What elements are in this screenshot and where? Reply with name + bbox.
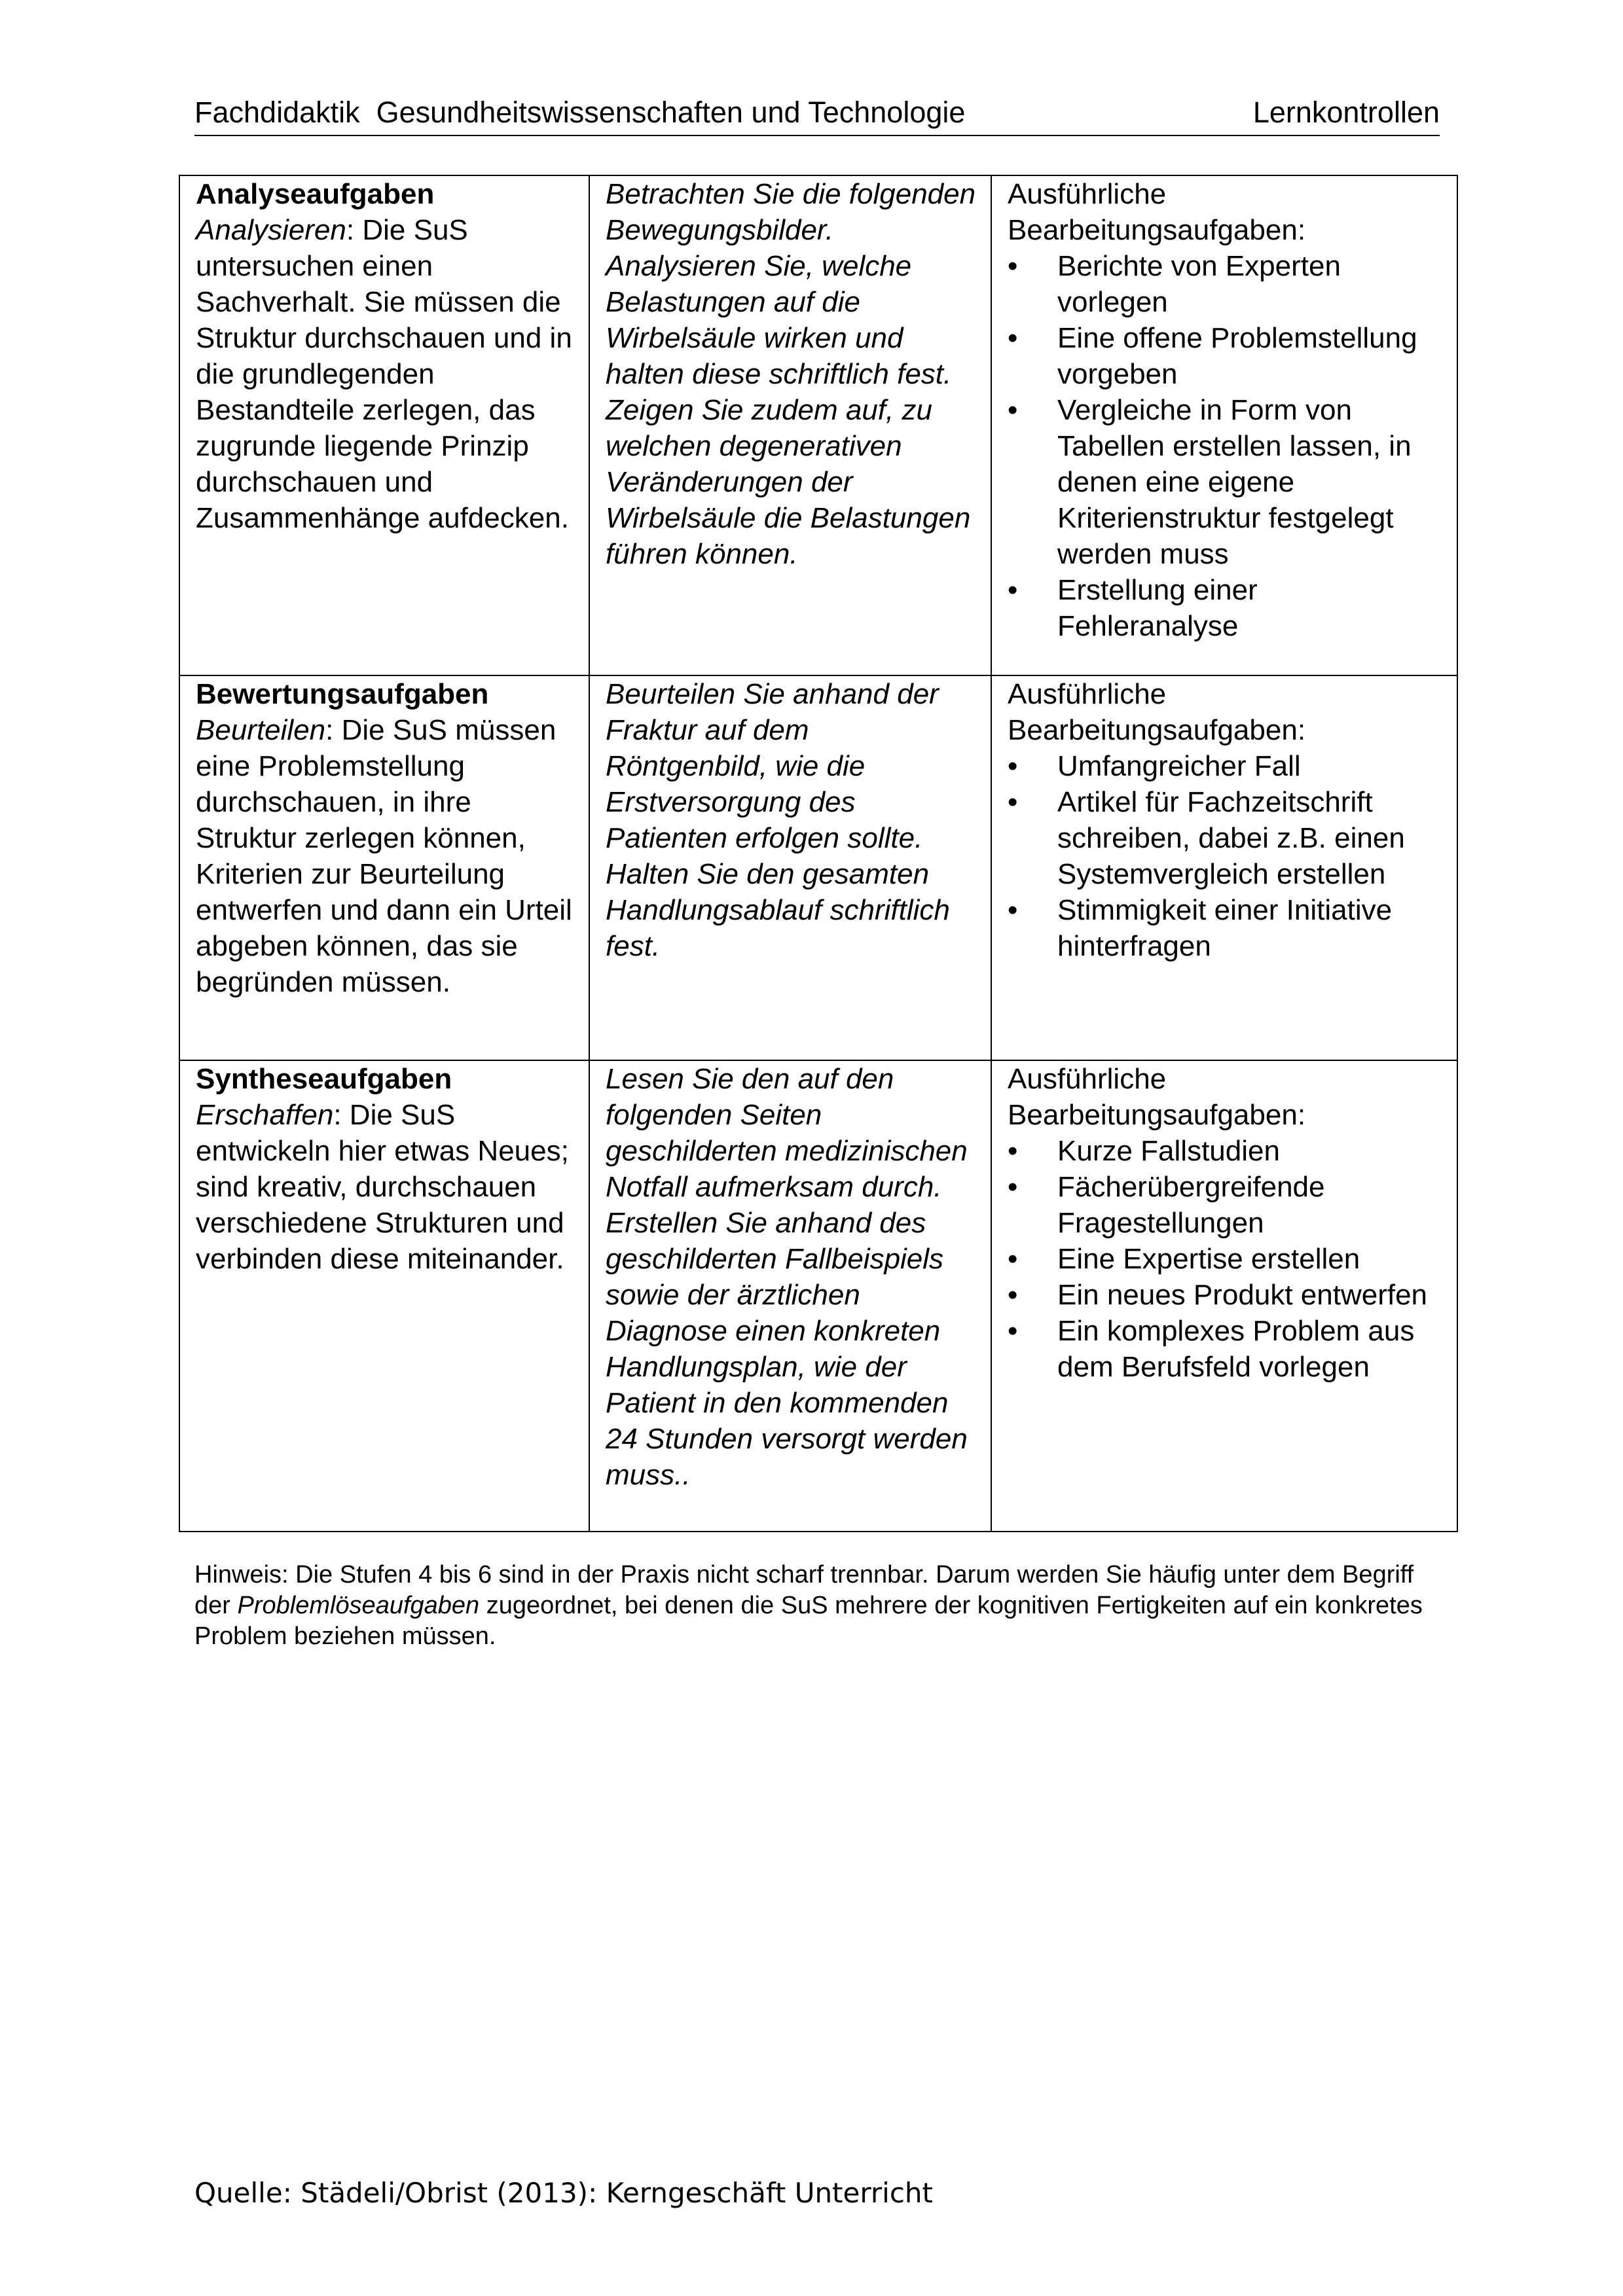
note-text: Hinweis: Die Stufen 4 bis 6 sind in der Praxis nicht scharf trennbar. Darum werden Sie häufig unter dem Begriff der: [194, 1561, 1414, 1619]
list-item-text: Eine Expertise erstellen: [1057, 1243, 1360, 1275]
bullet-icon: •: [1008, 1315, 1018, 1347]
tasks-list: [1008, 1133, 1444, 1385]
level-cell: [179, 175, 589, 675]
tasks-cell: [991, 1060, 1457, 1532]
list-item-text: Eine offene Problemstellung vorgeben: [1057, 322, 1417, 390]
list-item-text: Ein komplexes Problem aus dem Berufsfeld vorlegen: [1057, 1315, 1415, 1383]
level-cell: [179, 675, 589, 1060]
list-item: [1008, 892, 1444, 964]
tasks-intro: Ausführliche Bearbeitungsaufgaben:: [1008, 1063, 1306, 1131]
level-title: Bewertungsaufgaben: [196, 678, 489, 710]
tasks-cell: [991, 175, 1457, 675]
bullet-icon: •: [1008, 394, 1018, 426]
list-item: [1008, 748, 1444, 784]
list-item-text: Umfangreicher Fall: [1057, 750, 1301, 782]
example-task-text: Beurteilen Sie anhand der Fraktur auf dem Röntgenbild, wie die Erstversorgung des Patienten erfolgen sollte. Halten Sie den gesamten Handlungsablauf schriftlich fest.: [606, 678, 950, 962]
list-item: [1008, 1169, 1444, 1241]
note-emphasis: Problemlöseaufgaben: [237, 1592, 480, 1619]
level-cell: [179, 1060, 589, 1532]
level-description: : Die SuS entwickeln hier etwas Neues; sind kreativ, durchschauen verschiedene Strukturen und verbinden diese miteinander.: [196, 1099, 569, 1275]
list-item-text: Erstellung einer Fehleranalyse: [1057, 574, 1258, 642]
bullet-icon: •: [1008, 574, 1018, 606]
table-row: [179, 675, 1457, 1060]
example-cell: [589, 1060, 991, 1532]
task-types-table: [179, 175, 1458, 1532]
list-item: [1008, 392, 1444, 572]
tasks-list: [1008, 248, 1444, 644]
list-item: [1008, 1313, 1444, 1385]
list-item-text: Stimmigkeit einer Initiative hinterfragen: [1057, 894, 1393, 962]
table-row: [179, 1060, 1457, 1532]
example-task-text: Lesen Sie den auf den folgenden Seiten geschilderten medizinischen Notfall aufmerksam durch. Erstellen Sie anhand des geschilderten Fallbeispiels sowie der ärztlichen Diagnose einen konkreten Handlungsplan, wie der Patient in den kommenden 24 Stunden versorgt werden muss..: [606, 1063, 968, 1491]
header-section: Lernkontrollen: [1252, 96, 1440, 129]
list-item-text: Fächerübergreifende Fragestellungen: [1057, 1171, 1325, 1239]
level-description: : Die SuS müssen eine Problemstellung durchschauen, in ihre Struktur zerlegen können, Kriterien zur Beurteilung entwerfen und dann ein Urteil abgeben können, das sie begründen müssen.: [196, 714, 572, 998]
tasks-list: [1008, 748, 1444, 964]
level-verb: Beurteilen: [196, 714, 326, 746]
tasks-intro: Ausführliche Bearbeitungsaufgaben:: [1008, 678, 1306, 746]
list-item-text: Artikel für Fachzeitschrift schreiben, dabei z.B. einen Systemvergleich erstellen: [1057, 786, 1405, 890]
bullet-icon: •: [1008, 1171, 1018, 1203]
list-item: [1008, 320, 1444, 392]
header-title: Fachdidaktik Gesundheitswissenschaften und Technologie: [194, 96, 966, 129]
note-text-end: zugeordnet, bei denen die SuS mehrere der kognitiven Fertigkeiten auf ein konkretes Problem beziehen müssen.: [194, 1592, 1423, 1650]
level-description: : Die SuS untersuchen einen Sachverhalt. Sie müssen die Struktur durchschauen und in die grundlegenden Bestandteile zerlegen, das zugrunde liegende Prinzip durchschauen und Zusammenhänge aufdecken.: [196, 214, 572, 534]
list-item: [1008, 572, 1444, 644]
bullet-icon: •: [1008, 786, 1018, 818]
list-item: [1008, 1133, 1444, 1169]
list-item-text: Vergleiche in Form von Tabellen erstellen lassen, in denen eine eigene Kriterienstruktur festgelegt werden muss: [1057, 394, 1412, 570]
list-item: [1008, 1241, 1444, 1277]
list-item-text: Berichte von Experten vorlegen: [1057, 250, 1341, 318]
bullet-icon: •: [1008, 250, 1018, 282]
list-item: [1008, 248, 1444, 320]
example-task-text: Betrachten Sie die folgenden Bewegungsbilder. Analysieren Sie, welche Belastungen auf die Wirbelsäule wirken und halten diese schriftlich fest. Zeigen Sie zudem auf, zu welchen degenerativen Veränderungen der Wirbelsäule die Belastungen führen können.: [606, 178, 976, 570]
tasks-intro: Ausführliche Bearbeitungsaufgaben:: [1008, 178, 1306, 246]
table-row: [179, 175, 1457, 675]
bullet-icon: •: [1008, 322, 1018, 354]
list-item-text: Kurze Fallstudien: [1057, 1135, 1280, 1167]
bullet-icon: •: [1008, 1135, 1018, 1167]
bullet-icon: •: [1008, 1243, 1018, 1275]
level-verb: Analysieren: [196, 214, 346, 246]
list-item-text: Ein neues Produkt entwerfen: [1057, 1279, 1428, 1311]
list-item: [1008, 784, 1444, 892]
bullet-icon: •: [1008, 894, 1018, 926]
bullet-icon: •: [1008, 1279, 1018, 1311]
note-paragraph: [194, 1560, 1438, 1652]
page-header: [194, 96, 1440, 136]
source-citation: Quelle: Städeli/Obrist (2013): Kerngeschäft Unterricht: [194, 2177, 934, 2209]
level-verb: Erschaffen: [196, 1099, 334, 1131]
example-cell: [589, 175, 991, 675]
list-item: [1008, 1277, 1444, 1313]
level-title: Analyseaufgaben: [196, 178, 435, 210]
level-title: Syntheseaufgaben: [196, 1063, 452, 1095]
tasks-cell: [991, 675, 1457, 1060]
example-cell: [589, 675, 991, 1060]
bullet-icon: •: [1008, 750, 1018, 782]
